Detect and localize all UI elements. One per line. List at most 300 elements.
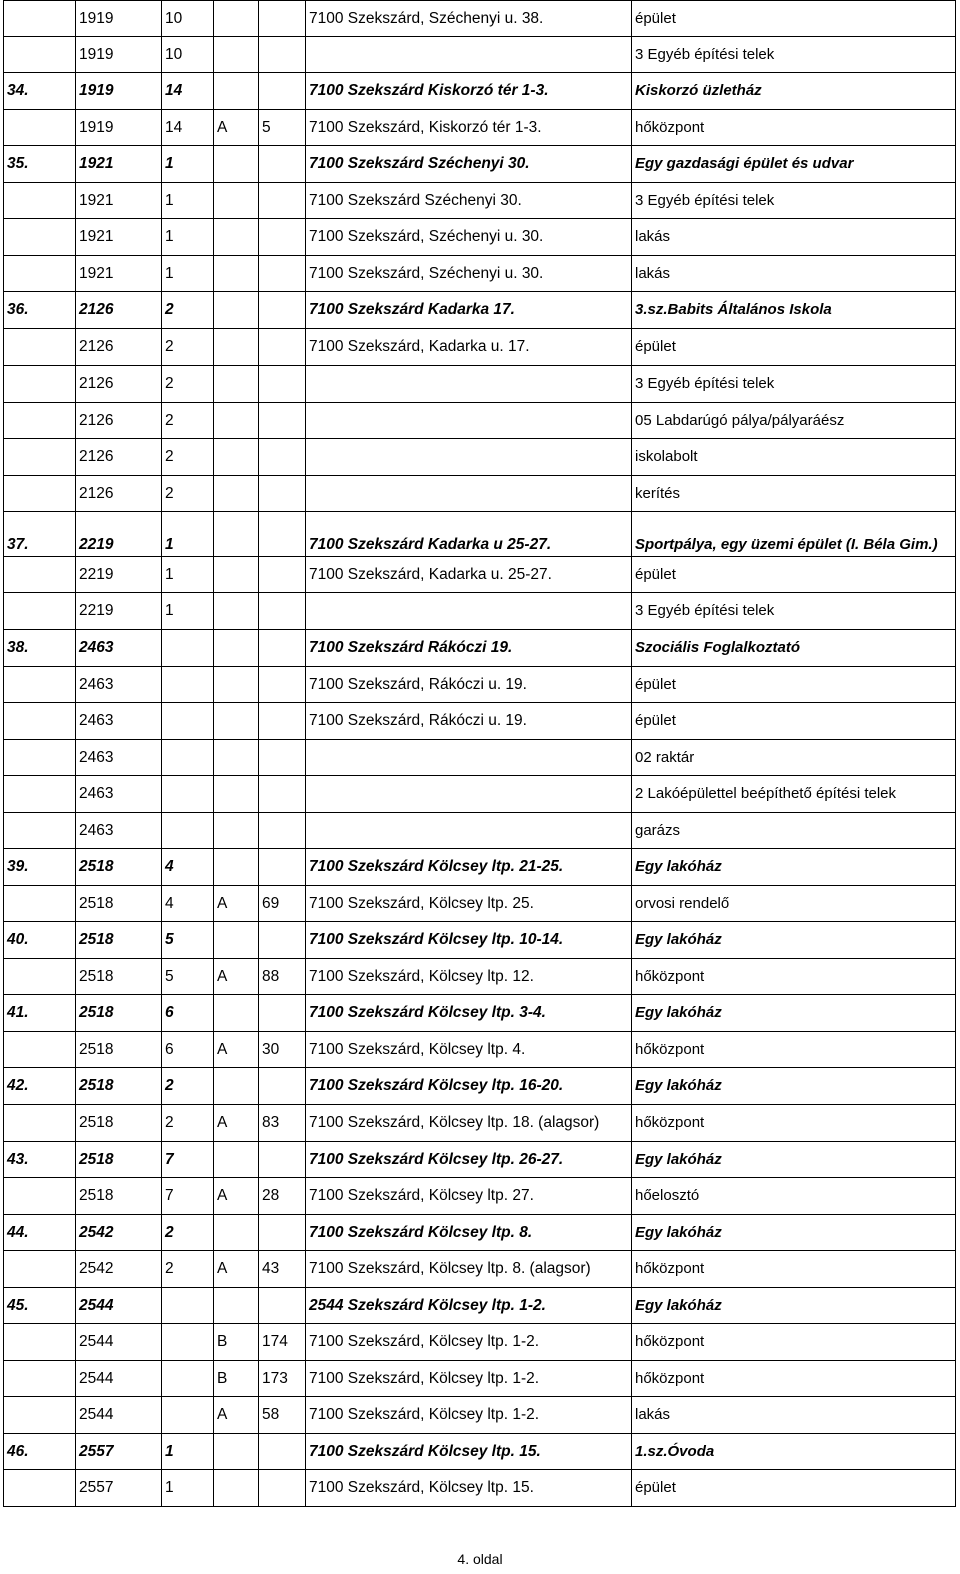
parcel-number-cell: 2518 (76, 995, 162, 1032)
address-cell: 7100 Szekszárd, Kölcsey ltp. 1-2. (306, 1397, 632, 1434)
unit-number-cell (259, 73, 306, 110)
parcel-sub-cell: 2 (162, 476, 214, 512)
parcel-number-cell: 2126 (76, 403, 162, 439)
group-header-row (4, 849, 956, 886)
item-number-cell: 38. (4, 630, 76, 667)
table-row (4, 110, 956, 146)
description-cell: lakás (632, 1397, 956, 1434)
item-number-cell (4, 1470, 76, 1507)
parcel-sub-cell: 10 (162, 37, 214, 73)
group-header-row (4, 146, 956, 183)
building-letter-cell (214, 995, 259, 1032)
address-cell: 7100 Szekszárd Kölcsey ltp. 3-4. (306, 995, 632, 1032)
address-cell: 7100 Szekszárd Rákóczi 19. (306, 630, 632, 667)
item-number-cell (4, 329, 76, 366)
table-row (4, 439, 956, 476)
group-header-row (4, 630, 956, 667)
building-letter-cell: A (214, 1397, 259, 1434)
item-number-cell (4, 776, 76, 813)
group-header-row (4, 1068, 956, 1105)
parcel-sub-cell: 7 (162, 1178, 214, 1215)
building-letter-cell (214, 73, 259, 110)
unit-number-cell (259, 995, 306, 1032)
parcel-sub-cell: 1 (162, 593, 214, 630)
parcel-number-cell: 2518 (76, 1105, 162, 1142)
address-cell (306, 776, 632, 813)
description-cell: lakás (632, 256, 956, 292)
parcel-number-cell: 2518 (76, 1068, 162, 1105)
item-number-cell (4, 1251, 76, 1288)
item-number-cell: 42. (4, 1068, 76, 1105)
unit-number-cell (259, 593, 306, 630)
table-row (4, 1397, 956, 1434)
address-cell: 7100 Szekszárd, Széchenyi u. 38. (306, 1, 632, 37)
group-header-row (4, 512, 956, 557)
item-number-cell (4, 813, 76, 849)
table-row (4, 1105, 956, 1142)
unit-number-cell (259, 439, 306, 476)
group-header-row (4, 922, 956, 959)
address-cell (306, 366, 632, 403)
table-row (4, 366, 956, 403)
parcel-sub-cell (162, 1288, 214, 1324)
parcel-sub-cell: 2 (162, 329, 214, 366)
unit-number-cell (259, 776, 306, 813)
parcel-number-cell: 1919 (76, 1, 162, 37)
table-row (4, 1361, 956, 1397)
building-letter-cell (214, 849, 259, 886)
table-row (4, 959, 956, 995)
parcel-sub-cell: 7 (162, 1142, 214, 1178)
item-number-cell (4, 256, 76, 292)
item-number-cell: 46. (4, 1434, 76, 1470)
parcel-sub-cell: 1 (162, 146, 214, 183)
address-cell: 7100 Szekszárd, Kölcsey ltp. 1-2. (306, 1361, 632, 1397)
parcel-sub-cell: 1 (162, 512, 214, 557)
building-letter-cell (214, 703, 259, 740)
parcel-number-cell: 1919 (76, 37, 162, 73)
table-row (4, 813, 956, 849)
building-letter-cell (214, 256, 259, 292)
item-number-cell (4, 1032, 76, 1068)
parcel-sub-cell: 5 (162, 959, 214, 995)
parcel-number-cell: 2518 (76, 1178, 162, 1215)
item-number-cell (4, 219, 76, 256)
parcel-number-cell: 2518 (76, 1142, 162, 1178)
parcel-number-cell: 2126 (76, 329, 162, 366)
table-row (4, 183, 956, 219)
parcel-sub-cell: 4 (162, 849, 214, 886)
property-table-body (4, 1, 956, 1507)
address-cell: 7100 Szekszárd Kölcsey ltp. 8. (306, 1215, 632, 1251)
item-number-cell (4, 439, 76, 476)
parcel-sub-cell (162, 1324, 214, 1361)
unit-number-cell: 173 (259, 1361, 306, 1397)
parcel-number-cell: 2126 (76, 439, 162, 476)
parcel-number-cell: 2463 (76, 667, 162, 703)
building-letter-cell: A (214, 1178, 259, 1215)
parcel-sub-cell: 5 (162, 922, 214, 959)
table-row (4, 593, 956, 630)
address-cell (306, 439, 632, 476)
unit-number-cell (259, 849, 306, 886)
address-cell (306, 403, 632, 439)
description-cell: garázs (632, 813, 956, 849)
item-number-cell (4, 476, 76, 512)
item-number-cell (4, 1361, 76, 1397)
address-cell: 7100 Szekszárd, Széchenyi u. 30. (306, 256, 632, 292)
description-cell: Szociális Foglalkoztató (632, 630, 956, 667)
description-cell: épület (632, 1, 956, 37)
building-letter-cell (214, 557, 259, 593)
parcel-number-cell: 1921 (76, 146, 162, 183)
unit-number-cell (259, 813, 306, 849)
table-row (4, 1251, 956, 1288)
address-cell: 7100 Szekszárd, Kölcsey ltp. 25. (306, 886, 632, 922)
description-cell: hőközpont (632, 1032, 956, 1068)
group-header-row (4, 1434, 956, 1470)
building-letter-cell (214, 1142, 259, 1178)
parcel-sub-cell: 2 (162, 403, 214, 439)
item-number-cell (4, 1, 76, 37)
building-letter-cell (214, 1470, 259, 1507)
item-number-cell: 40. (4, 922, 76, 959)
item-number-cell (4, 1178, 76, 1215)
parcel-sub-cell: 10 (162, 1, 214, 37)
unit-number-cell (259, 1142, 306, 1178)
address-cell: 7100 Szekszárd, Kölcsey ltp. 27. (306, 1178, 632, 1215)
address-cell: 7100 Szekszárd Kölcsey ltp. 16-20. (306, 1068, 632, 1105)
unit-number-cell (259, 630, 306, 667)
parcel-number-cell: 1921 (76, 219, 162, 256)
table-row (4, 256, 956, 292)
description-cell: épület (632, 703, 956, 740)
parcel-sub-cell: 6 (162, 1032, 214, 1068)
building-letter-cell: A (214, 886, 259, 922)
parcel-number-cell: 2557 (76, 1470, 162, 1507)
parcel-number-cell: 2126 (76, 476, 162, 512)
building-letter-cell (214, 922, 259, 959)
parcel-number-cell: 1919 (76, 73, 162, 110)
parcel-sub-cell (162, 776, 214, 813)
description-cell: Egy gazdasági épület és udvar (632, 146, 956, 183)
unit-number-cell (259, 740, 306, 776)
table-row (4, 219, 956, 256)
unit-number-cell (259, 366, 306, 403)
building-letter-cell (214, 1288, 259, 1324)
address-cell: 7100 Szekszárd Kölcsey ltp. 26-27. (306, 1142, 632, 1178)
unit-number-cell (259, 1434, 306, 1470)
description-cell: 2 Lakóépülettel beépíthető építési telek (632, 776, 956, 813)
property-table (3, 0, 956, 1507)
address-cell: 7100 Szekszárd Kadarka 17. (306, 292, 632, 329)
building-letter-cell: A (214, 959, 259, 995)
building-letter-cell: B (214, 1324, 259, 1361)
item-number-cell (4, 1324, 76, 1361)
description-cell: orvosi rendelő (632, 886, 956, 922)
table-row (4, 776, 956, 813)
unit-number-cell: 43 (259, 1251, 306, 1288)
item-number-cell (4, 403, 76, 439)
unit-number-cell: 58 (259, 1397, 306, 1434)
building-letter-cell: A (214, 110, 259, 146)
parcel-sub-cell (162, 703, 214, 740)
parcel-sub-cell: 1 (162, 1470, 214, 1507)
building-letter-cell (214, 512, 259, 557)
building-letter-cell (214, 183, 259, 219)
description-cell: 1.sz.Óvoda (632, 1434, 956, 1470)
description-cell: hőközpont (632, 1105, 956, 1142)
address-cell: 7100 Szekszárd, Rákóczi u. 19. (306, 703, 632, 740)
description-cell: 3 Egyéb építési telek (632, 183, 956, 219)
parcel-sub-cell: 2 (162, 366, 214, 403)
description-cell: épület (632, 329, 956, 366)
building-letter-cell (214, 593, 259, 630)
description-cell: 02 raktár (632, 740, 956, 776)
building-letter-cell: A (214, 1105, 259, 1142)
address-cell: 7100 Szekszárd Kadarka u 25-27. (306, 512, 632, 557)
unit-number-cell (259, 37, 306, 73)
description-cell: Egy lakóház (632, 1068, 956, 1105)
unit-number-cell (259, 557, 306, 593)
unit-number-cell: 5 (259, 110, 306, 146)
address-cell: 7100 Szekszárd, Rákóczi u. 19. (306, 667, 632, 703)
unit-number-cell: 69 (259, 886, 306, 922)
item-number-cell (4, 959, 76, 995)
parcel-number-cell: 2219 (76, 557, 162, 593)
address-cell: 7100 Szekszárd Kölcsey ltp. 15. (306, 1434, 632, 1470)
parcel-number-cell: 2219 (76, 593, 162, 630)
table-row (4, 1032, 956, 1068)
building-letter-cell (214, 366, 259, 403)
parcel-number-cell: 2463 (76, 630, 162, 667)
parcel-number-cell: 2544 (76, 1397, 162, 1434)
item-number-cell: 36. (4, 292, 76, 329)
address-cell: 7100 Szekszárd Kölcsey ltp. 21-25. (306, 849, 632, 886)
group-header-row (4, 1142, 956, 1178)
description-cell: épület (632, 1470, 956, 1507)
description-cell: iskolabolt (632, 439, 956, 476)
description-cell: Egy lakóház (632, 1288, 956, 1324)
description-cell: hőközpont (632, 1251, 956, 1288)
unit-number-cell (259, 256, 306, 292)
description-cell: hőközpont (632, 1324, 956, 1361)
building-letter-cell: A (214, 1032, 259, 1068)
parcel-sub-cell (162, 740, 214, 776)
table-row (4, 476, 956, 512)
table-row (4, 1, 956, 37)
unit-number-cell (259, 922, 306, 959)
parcel-number-cell: 2219 (76, 512, 162, 557)
item-number-cell (4, 110, 76, 146)
item-number-cell: 37. (4, 512, 76, 557)
parcel-sub-cell: 1 (162, 183, 214, 219)
building-letter-cell (214, 813, 259, 849)
parcel-number-cell: 1921 (76, 183, 162, 219)
parcel-sub-cell: 2 (162, 439, 214, 476)
parcel-sub-cell (162, 1361, 214, 1397)
parcel-sub-cell (162, 1397, 214, 1434)
description-cell: 3 Egyéb építési telek (632, 37, 956, 73)
building-letter-cell: B (214, 1361, 259, 1397)
description-cell: hőközpont (632, 959, 956, 995)
parcel-sub-cell: 4 (162, 886, 214, 922)
building-letter-cell (214, 219, 259, 256)
unit-number-cell (259, 1, 306, 37)
parcel-number-cell: 2518 (76, 886, 162, 922)
building-letter-cell (214, 740, 259, 776)
parcel-sub-cell: 2 (162, 292, 214, 329)
address-cell (306, 740, 632, 776)
parcel-number-cell: 2518 (76, 1032, 162, 1068)
description-cell: 3 Egyéb építési telek (632, 593, 956, 630)
table-row (4, 886, 956, 922)
unit-number-cell (259, 512, 306, 557)
description-cell: Kiskorzó üzletház (632, 73, 956, 110)
address-cell (306, 37, 632, 73)
item-number-cell: 43. (4, 1142, 76, 1178)
building-letter-cell (214, 329, 259, 366)
address-cell: 7100 Szekszárd Kiskorzó tér 1-3. (306, 73, 632, 110)
address-cell: 7100 Szekszárd Kölcsey ltp. 10-14. (306, 922, 632, 959)
parcel-sub-cell: 2 (162, 1215, 214, 1251)
item-number-cell (4, 1105, 76, 1142)
parcel-number-cell: 2557 (76, 1434, 162, 1470)
item-number-cell (4, 366, 76, 403)
unit-number-cell (259, 703, 306, 740)
unit-number-cell: 83 (259, 1105, 306, 1142)
unit-number-cell: 88 (259, 959, 306, 995)
item-number-cell (4, 557, 76, 593)
description-cell: Egy lakóház (632, 995, 956, 1032)
parcel-number-cell: 2126 (76, 366, 162, 403)
table-row (4, 557, 956, 593)
group-header-row (4, 1288, 956, 1324)
building-letter-cell (214, 37, 259, 73)
description-cell: kerítés (632, 476, 956, 512)
description-cell: 05 Labdarúgó pálya/pályaráész (632, 403, 956, 439)
building-letter-cell (214, 439, 259, 476)
address-cell: 7100 Szekszárd Széchenyi 30. (306, 146, 632, 183)
table-row (4, 1324, 956, 1361)
unit-number-cell (259, 1215, 306, 1251)
description-cell: hőelosztó (632, 1178, 956, 1215)
parcel-number-cell: 2463 (76, 776, 162, 813)
description-cell: hőközpont (632, 1361, 956, 1397)
building-letter-cell (214, 776, 259, 813)
item-number-cell (4, 593, 76, 630)
item-number-cell: 35. (4, 146, 76, 183)
building-letter-cell (214, 292, 259, 329)
parcel-number-cell: 2463 (76, 703, 162, 740)
unit-number-cell (259, 292, 306, 329)
item-number-cell (4, 667, 76, 703)
address-cell: 7100 Szekszárd, Kadarka u. 17. (306, 329, 632, 366)
description-cell: Egy lakóház (632, 1215, 956, 1251)
item-number-cell (4, 183, 76, 219)
description-cell: Sportpálya, egy üzemi épület (I. Béla Gim.) (632, 512, 956, 557)
parcel-sub-cell: 1 (162, 219, 214, 256)
description-cell: épület (632, 557, 956, 593)
unit-number-cell (259, 146, 306, 183)
parcel-sub-cell: 2 (162, 1251, 214, 1288)
building-letter-cell (214, 403, 259, 439)
group-header-row (4, 73, 956, 110)
table-row (4, 1470, 956, 1507)
unit-number-cell (259, 1068, 306, 1105)
table-row (4, 37, 956, 73)
parcel-number-cell: 2518 (76, 922, 162, 959)
table-row (4, 403, 956, 439)
item-number-cell: 39. (4, 849, 76, 886)
group-header-row (4, 292, 956, 329)
description-cell: 3 Egyéb építési telek (632, 366, 956, 403)
description-cell: Egy lakóház (632, 922, 956, 959)
address-cell: 7100 Szekszárd, Kölcsey ltp. 15. (306, 1470, 632, 1507)
unit-number-cell: 30 (259, 1032, 306, 1068)
unit-number-cell (259, 403, 306, 439)
parcel-number-cell: 2542 (76, 1251, 162, 1288)
unit-number-cell (259, 1470, 306, 1507)
building-letter-cell: A (214, 1251, 259, 1288)
table-row (4, 740, 956, 776)
parcel-sub-cell: 14 (162, 73, 214, 110)
unit-number-cell (259, 667, 306, 703)
page-number: 4. oldal (457, 1551, 503, 1567)
table-row (4, 329, 956, 366)
parcel-sub-cell: 2 (162, 1068, 214, 1105)
building-letter-cell (214, 1068, 259, 1105)
item-number-cell: 45. (4, 1288, 76, 1324)
unit-number-cell: 174 (259, 1324, 306, 1361)
parcel-number-cell: 2544 (76, 1288, 162, 1324)
description-cell: Egy lakóház (632, 1142, 956, 1178)
parcel-sub-cell: 1 (162, 1434, 214, 1470)
parcel-number-cell: 2518 (76, 849, 162, 886)
building-letter-cell (214, 1434, 259, 1470)
group-header-row (4, 1215, 956, 1251)
address-cell: 7100 Szekszárd, Kölcsey ltp. 12. (306, 959, 632, 995)
address-cell: 7100 Szekszárd, Kölcsey ltp. 8. (alagsor) (306, 1251, 632, 1288)
parcel-number-cell: 2463 (76, 740, 162, 776)
item-number-cell: 44. (4, 1215, 76, 1251)
address-cell (306, 593, 632, 630)
unit-number-cell (259, 476, 306, 512)
building-letter-cell (214, 1215, 259, 1251)
unit-number-cell (259, 219, 306, 256)
table-row (4, 703, 956, 740)
parcel-sub-cell: 14 (162, 110, 214, 146)
description-cell: épület (632, 667, 956, 703)
item-number-cell (4, 37, 76, 73)
parcel-number-cell: 2518 (76, 959, 162, 995)
description-cell: lakás (632, 219, 956, 256)
item-number-cell (4, 1397, 76, 1434)
unit-number-cell (259, 1288, 306, 1324)
parcel-number-cell: 1919 (76, 110, 162, 146)
address-cell: 7100 Szekszárd, Kadarka u. 25-27. (306, 557, 632, 593)
parcel-sub-cell: 2 (162, 1105, 214, 1142)
parcel-sub-cell: 6 (162, 995, 214, 1032)
building-letter-cell (214, 1, 259, 37)
item-number-cell: 41. (4, 995, 76, 1032)
table-row (4, 1178, 956, 1215)
item-number-cell (4, 886, 76, 922)
parcel-number-cell: 2544 (76, 1361, 162, 1397)
parcel-number-cell: 2126 (76, 292, 162, 329)
parcel-sub-cell (162, 630, 214, 667)
parcel-sub-cell: 1 (162, 557, 214, 593)
